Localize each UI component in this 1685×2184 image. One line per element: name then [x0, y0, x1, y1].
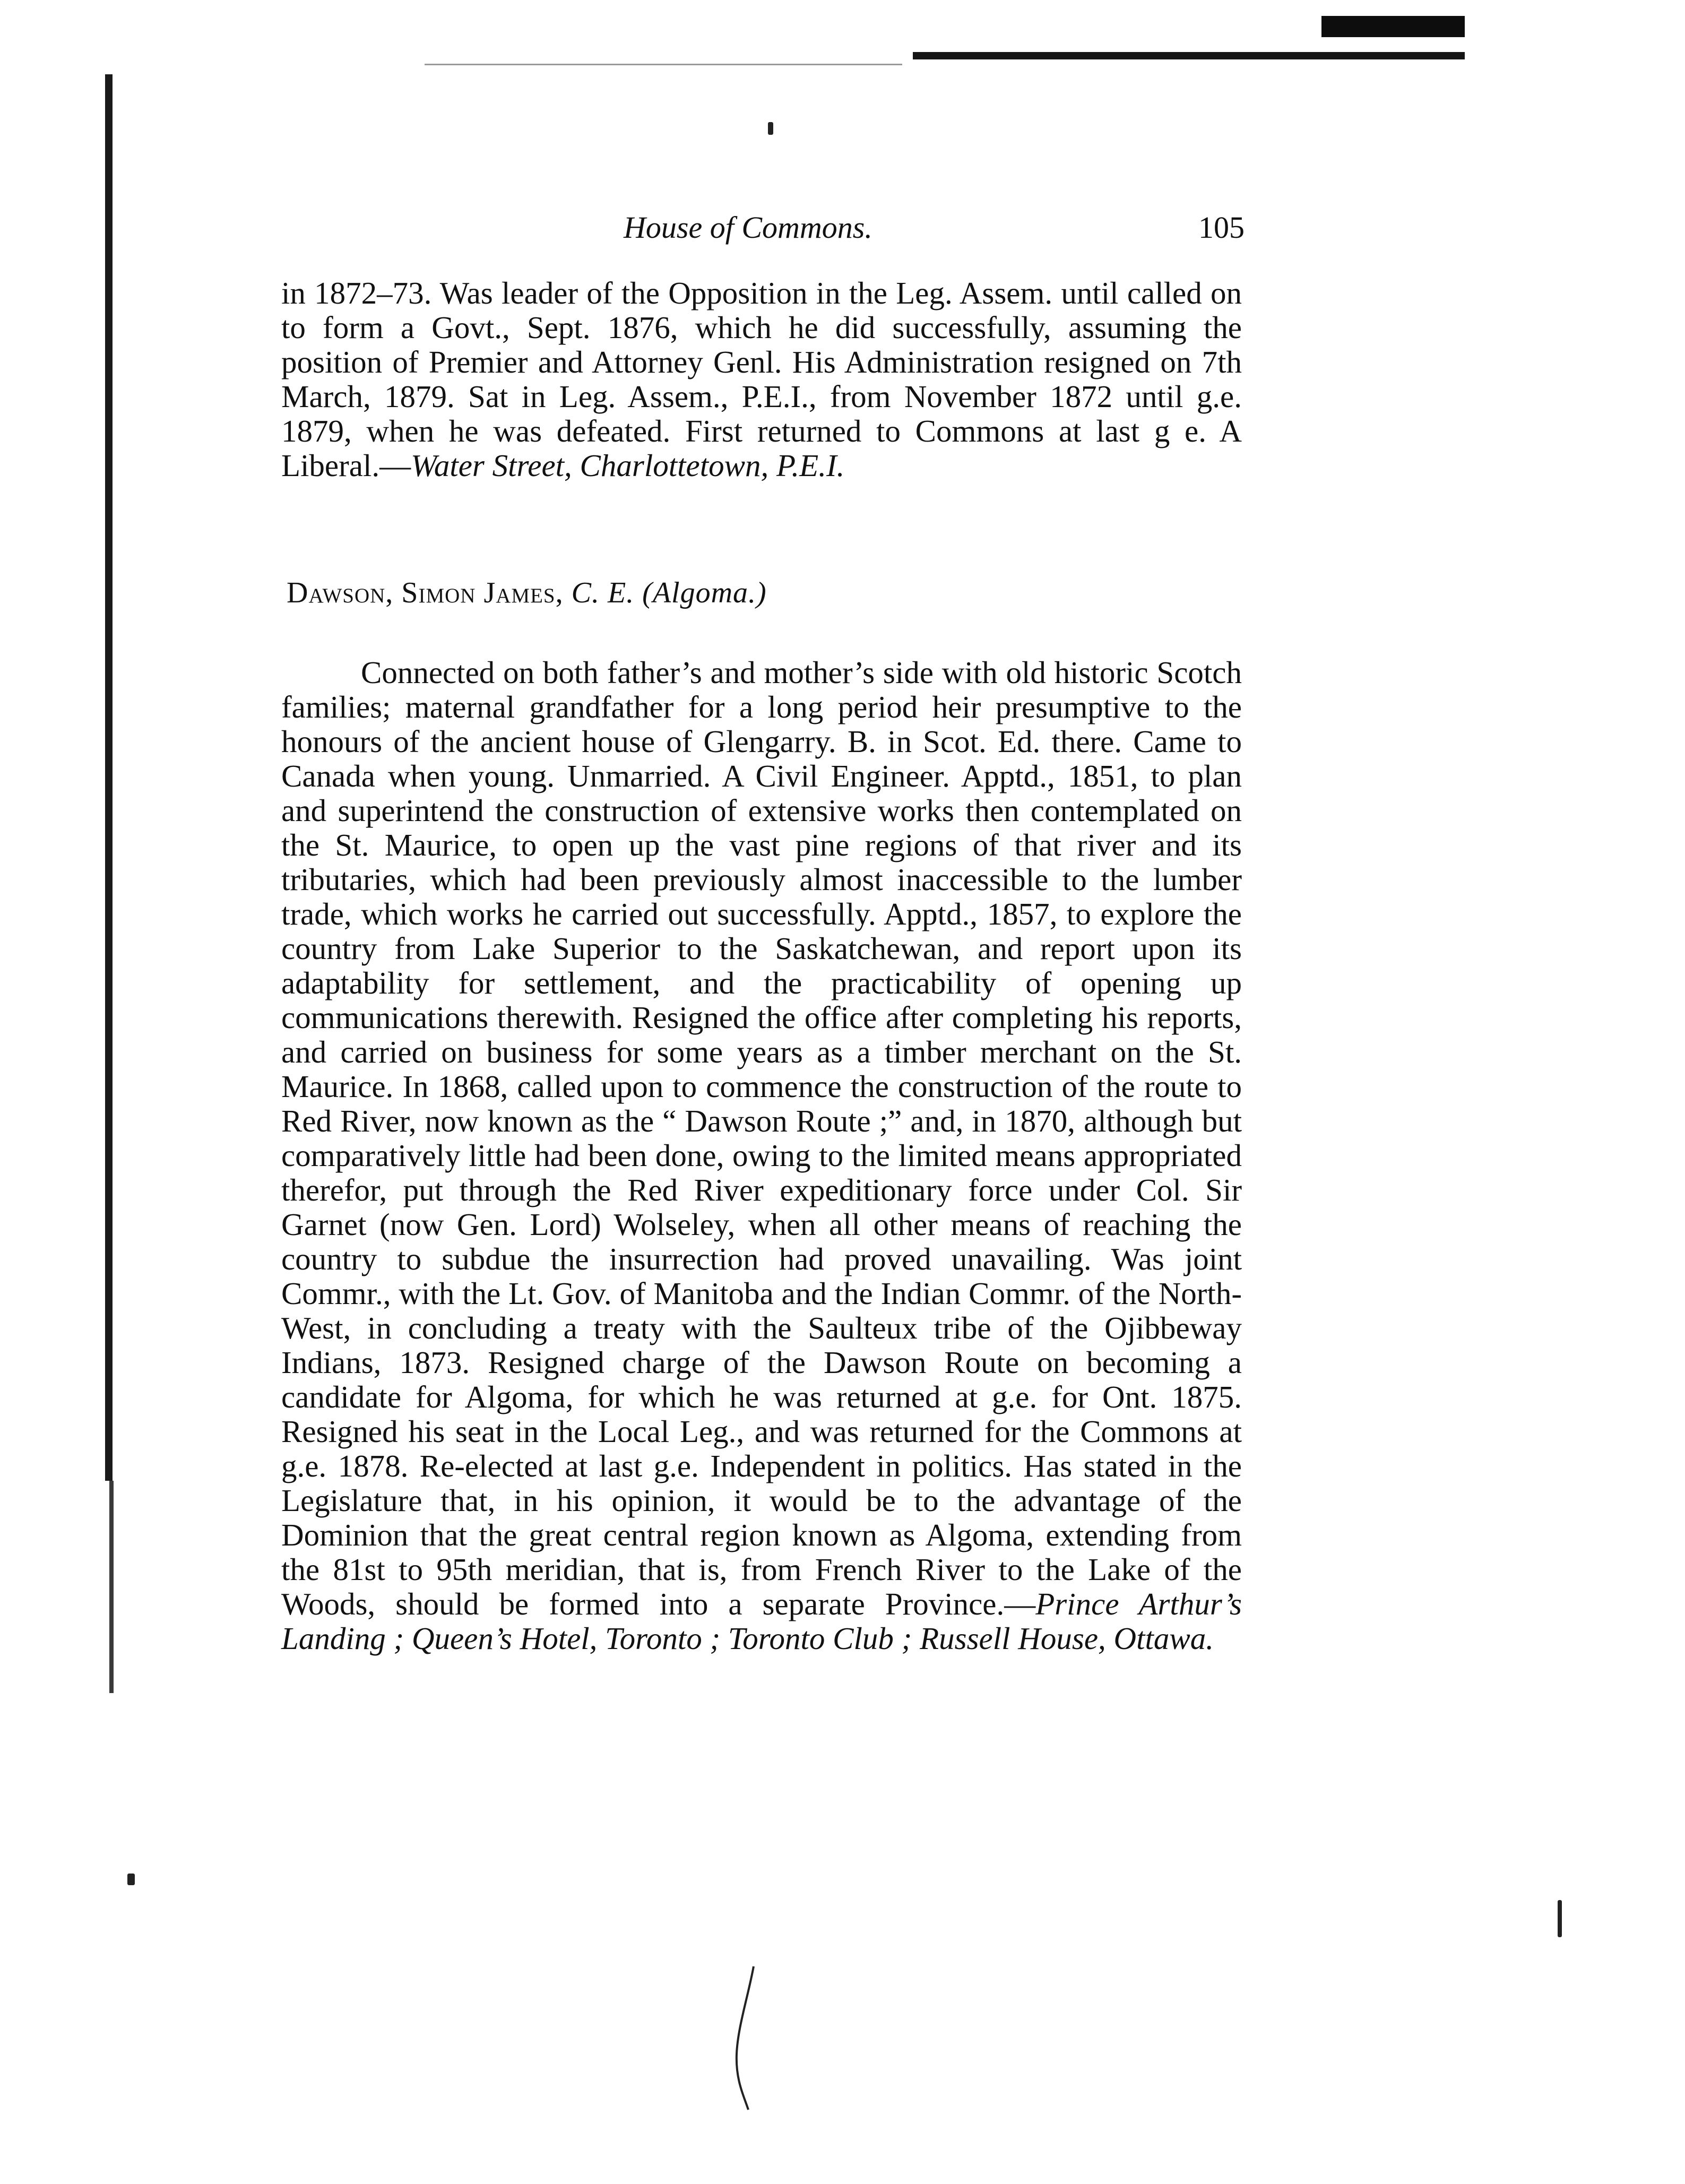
scan-speck [1558, 1900, 1562, 1937]
page-number: 105 [1198, 210, 1245, 245]
biography-paragraph [281, 655, 1242, 1656]
scan-artifact-left-edge-lower [109, 1481, 114, 1693]
paragraph-address: Water Street, Charlottetown, P.E.I. [411, 448, 845, 483]
entry-title-riding: C. E. (Algoma.) [571, 576, 767, 609]
paragraph-addresses: Prince Arthur’s Landing ; Queen’s Hotel, Toronto ; Toronto Club ; Russell House, Ottawa. [281, 1586, 1242, 1656]
scan-artifact-bar [1321, 16, 1465, 37]
entry-name: Dawson, Simon James, [287, 576, 564, 609]
scan-artifact-faint-line [425, 64, 902, 65]
entry-heading [287, 576, 767, 610]
running-header-title: House of Commons. [624, 210, 872, 245]
paragraph-text: in 1872–73. Was leader of the Opposition in the Leg. Assem. until called on to form a Govt., Sept. 1876, which he did successfully, assuming the position of Premier and Attorney Genl. His Administration resigned on 7th March, 1879. Sat in Leg. Assem., P.E.I., from November 1872 until g.e. 1879, when he was defeated. First returned to Commons at last g e. A Liberal.— [281, 275, 1242, 483]
scan-speck [127, 1874, 135, 1885]
scan-speck [768, 122, 773, 135]
paragraph-text: Connected on both father’s and mother’s side with old historic Scotch families; maternal grandfather for a long period heir presumptive to the honours of the ancient house of Glengarry. B. in Scot. Ed. there. Came to Canada when young. Unmarried. A Civil Engineer. Apptd., 1851, to plan and superintend the construction of extensive works then contemplated on the St. Maurice, to open up the vast pine regions of that river and its tributaries, which had been previously almost inaccessible to the lumber trade, which works he carried out successfully. Apptd., 1857, to explore the country from Lake Superior to the Saskatchewan, and report upon its adaptability for settlement, and the practicability of opening up communications therewith. Resigned the office after completing his reports, and carried on business for some years as a timber merchant on the St. Maurice. In 1868, called upon to commence the construction of the route to Red River, now known as the “ Dawson Route ;” and, in 1870, although but comparatively little had been done, owing to the limited means appropriated therefor, put through the Red River expeditionary force under Col. Sir Garnet (now Gen. Lord) Wolseley, when all other means of reaching the country to subdue the insurrection had proved unavailing. Was joint Commr., with the Lt. Gov. of Manitoba and the Indian Commr. of the North-West, in concluding a treaty with the Saulteux tribe of the Ojibbeway Indians, 1873. Resigned charge of the Dawson Route on becoming a candidate for Algoma, for which he was returned at g.e. for Ont. 1875. Resigned his seat in the Local Leg., and was returned for the Commons at g.e. 1878. Re-elected at last g.e. Independent in politics. Has stated in the Legislature that, in his opinion, it would be to the advantage of the Dominion that the great central region known as Algoma, extending from the 81st to 95th meridian, that is, from French River to the Lake of the Woods, should be formed into a separate Province.— [281, 655, 1242, 1621]
running-header [624, 210, 1245, 252]
scan-artifact-line [913, 52, 1465, 59]
continued-biography-paragraph [281, 276, 1242, 483]
scan-artifact-left-edge [105, 74, 113, 1481]
pencil-stroke-mark [732, 1964, 764, 2112]
